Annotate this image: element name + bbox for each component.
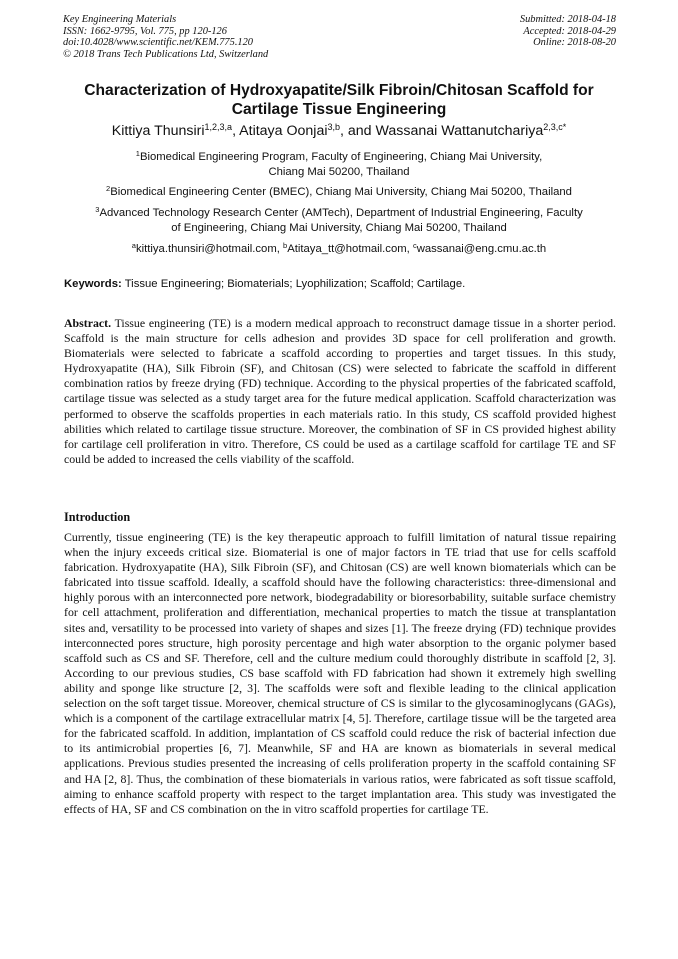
title-line-2: Cartilage Tissue Engineering (231, 101, 447, 118)
keywords (64, 277, 616, 292)
paper-title (60, 81, 618, 119)
affiliation-1-mark: 1 (135, 149, 140, 158)
abstract-text: Tissue engineering (TE) is a modern medical approach to reconstruct damage tissue in a shorter period. Scaffold is the main structure for cells adhesion and provides 3D space for cell proliferation and growth. Biomaterials were selected to fabricate a scaffold according to properties and target tissues. In this study, Hydroxyapatite (HA), Silk Fibroin (SF), and Chitosan (CS) were selected to fabricate the scaffold in different combination ratios by freeze drying (FD) technique. According to the physical properties of the fabricated scaffold, cartilage tissue was selected as a study target area for the future medical application. Scaffold characterization was performed to observe the scaffolds properties in each materials ratio. In this study, CS scaffold provided highest abilities which related to cartilage tissue structure. Moreover, the combination of SF in CS provided highest ability for cartilage cell proliferation in vitro. Therefore, CS could be used as a cartilage scaffold for cartilage TE and SF could be added to increased the cells viability of the scaffold. (64, 316, 616, 466)
affiliation-1-line-1: Biomedical Engineering Program, Faculty of Engineering, Chiang Mai University, (139, 151, 543, 163)
introduction-text: Currently, tissue engineering (TE) is the key therapeutic approach to fulfill limitation of natural tissue repairing when the injury exceeds critical size. Biomaterial is one of major factors in TE triad that use for cells scaffold fabrication. Hydroxyapatite (HA), Silk Fibroin (SF), and Chitosan (CS) are well known biomaterials which can be fabricated into tissue scaffold. Ideally, a scaffold should have the following characteristics: three-dimensional and highly porous with an interconnected pore network, biodegradability or bioresorbability, suitable surface chemistry for cell attachment, proliferation and differentiation, mechanical properties to match the tissue at transplantation sites and, versatility to be processed into variety of shapes and sizes [1]. The freeze drying (FD) technique provides interconnected pores structure, high porosity percentage and high water absorption to the organic polymer based scaffold such as CS and SF. Therefore, cell and the culture medium could thoroughly distribute in scaffold [2, 3]. According to our previous studies, CS base scaffold with FD fabrication had shown it extremely high swelling ability and sponge like structure [2, 3]. The scaffolds were soft and flexible leading to the clinical application selection on the soft target tissue. Moreover, chemical structure of CS is similar to the glycosaminoglycans (GAGs), which is a component of the cartilage extracellular matrix [4, 5]. Therefore, cartilage tissue will be the targeted area for the fabricated scaffold. In addition, implantation of CS scaffold could reduce the risk of bacterial infection due to its antimicrobial properties [6, 7]. Meanwhile, SF and HA are known as biomaterials in several medical applications. Previous studies presented the increasing of cells proliferation property in the scaffold containing SF and HA [2, 8]. Thus, the combination of these biomaterials in various ratios, were fabricated as soft tissue scaffold, aiming to enhance scaffold property with respect to the target implantation area. This study was investigated the effects of HA, SF and CS combination on the in vitro scaffold properties for cartilage TE. (64, 530, 616, 816)
email-a[interactable]: kittiya.thunsiri@hotmail.com, (135, 243, 284, 255)
affiliation-3-mark: 3 (95, 205, 100, 214)
submitted-date: Submitted: 2018-04-18 (519, 14, 616, 25)
author-3-name: , and Wassanai Wattanutchariya (340, 123, 544, 139)
abstract (64, 316, 616, 467)
abstract-label: Abstract. (64, 316, 112, 330)
affiliation-2-mark: 2 (106, 184, 111, 193)
email-b-mark: b (283, 241, 288, 250)
affiliation-2 (50, 185, 628, 200)
keywords-label: Keywords: (64, 278, 122, 290)
email-b[interactable]: Atitaya_tt@hotmail.com, (287, 243, 413, 255)
author-2-affil: 3,b (327, 122, 341, 132)
journal-name: Key Engineering Materials (63, 14, 177, 25)
affiliation-1 (50, 150, 628, 180)
author-2-name: , Atitaya Oonjai (232, 123, 328, 139)
email-c-mark: c (412, 241, 417, 250)
accepted-date: Accepted: 2018-04-29 (523, 25, 616, 37)
keywords-text: Tissue Engineering; Biomaterials; Lyophilization; Scaffold; Cartilage. (121, 278, 466, 290)
author-1-affil: 1,2,3,a (204, 122, 233, 132)
affiliation-3-line-2: of Engineering, Chiang Mai University, Chiang Mai 50200, Thailand (171, 222, 507, 234)
email-a-mark: a (131, 241, 136, 250)
header-right (520, 14, 616, 49)
affiliation-1-line-2: Chiang Mai 50200, Thailand (268, 166, 410, 178)
affiliation-2-line-1: Biomedical Engineering Center (BMEC), Chiang Mai University, Chiang Mai 50200, Thailand (110, 186, 572, 198)
author-list (40, 122, 638, 140)
journal-doi[interactable]: doi:10.4028/www.scientific.net/KEM.775.120 (63, 37, 253, 49)
affiliation-3 (42, 206, 636, 236)
email-c[interactable]: wassanai@eng.cmu.ac.th (416, 243, 547, 255)
author-emails (50, 242, 628, 257)
affiliation-3-line-1: Advanced Technology Research Center (AMTech), Department of Industrial Engineering, Faculty (99, 207, 583, 219)
author-1-name: Kittiya Thunsiri (111, 123, 205, 139)
journal-copyright: © 2018 Trans Tech Publications Ltd, Switzerland (63, 48, 269, 60)
author-3-affil: 2,3,c* (543, 122, 567, 132)
header-left (63, 14, 268, 60)
online-date: Online: 2018-08-20 (533, 37, 616, 49)
title-line-1: Characterization of Hydroxyapatite/Silk Fibroin/Chitosan Scaffold for (84, 82, 594, 99)
introduction-heading: Introduction (64, 510, 131, 524)
journal-issn: ISSN: 1662-9795, Vol. 775, pp 120-126 (63, 25, 227, 37)
